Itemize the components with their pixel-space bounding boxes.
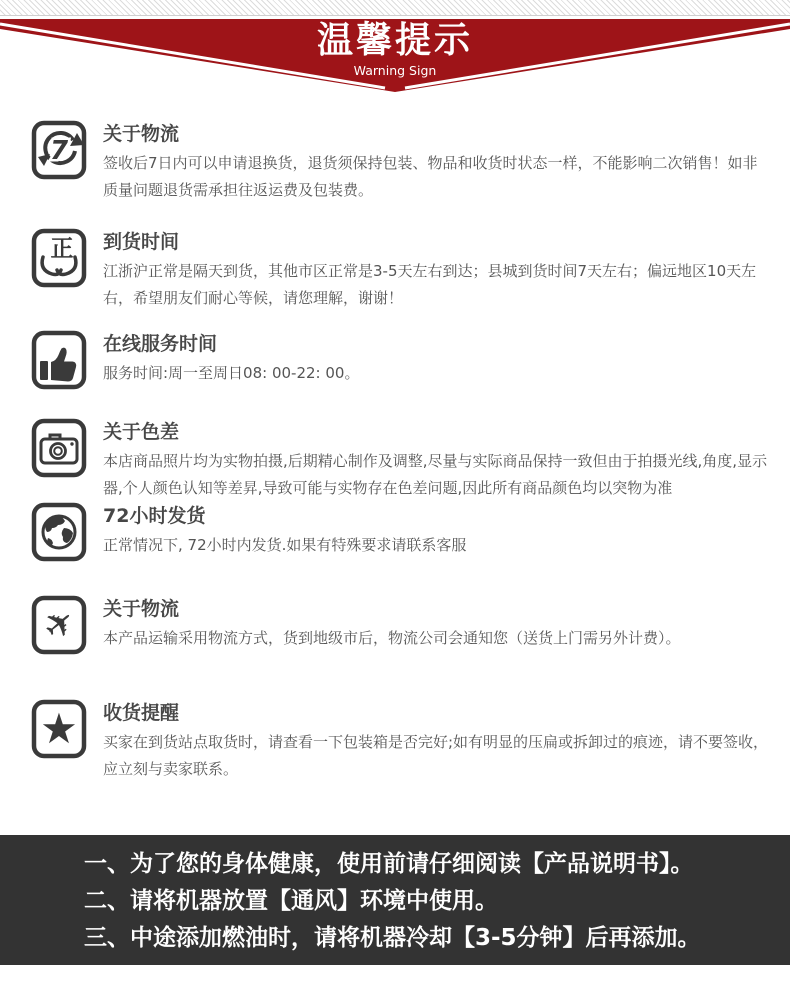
hands-holding-zheng-icon [31, 228, 87, 288]
section-freight-logistics [31, 595, 772, 655]
safety-instructions-panel [0, 835, 790, 965]
instruction-line: 一、为了您的身体健康，使用前请仔细阅读【产品说明书】。 [84, 851, 694, 877]
section-logistics-return [31, 120, 772, 204]
instruction-line: 二、请将机器放置【通风】环境中使用。 [84, 888, 498, 914]
camera-icon [31, 418, 87, 478]
airplane-icon [31, 595, 87, 655]
notice-sections [0, 120, 790, 783]
section-title: 收货提醒 [103, 702, 180, 724]
section-title: 关于色差 [103, 421, 180, 443]
seven-day-return-icon [31, 120, 87, 180]
banner-subtitle: Warning Sign [353, 63, 437, 78]
section-72h-shipping [31, 502, 772, 562]
section-online-service [31, 330, 772, 390]
section-title: 到货时间 [103, 231, 180, 253]
banner-title: 温馨提示 [316, 20, 473, 61]
section-body: 签收后7日内可以申请退换货，退货须保持包装、物品和收货时状态一样，不能影响二次销售！如非质量问题退货需承担往返运费及包装费。 [103, 154, 758, 199]
section-body: 本产品运输采用物流方式，货到地级市后，物流公司会通知您（送货上门需另外计费）。 [103, 629, 681, 647]
section-title: 在线服务时间 [103, 333, 218, 355]
instruction-line: 三、中途添加燃油时，请将机器冷却【3-5分钟】后再添加。 [84, 925, 701, 951]
star-icon [31, 699, 87, 759]
section-arrival-time [31, 228, 772, 312]
section-body: 江浙沪正常是隔天到货，其他市区正常是3-5天左右到达；县城到货时间7天左右；偏远地区10天左右，希望朋友们耐心等候，请您理解，谢谢！ [103, 262, 757, 307]
section-body: 正常情况下, 72小时内发货.如果有特殊要求请联系客服 [103, 536, 467, 554]
section-body: 本店商品照片均为实物拍摄,后期精心制作及调整,尽量与实际商品保持一致但由于拍摄光线,角度,显示器,个人颜色认知等差昇,导致可能与实物存在色差问题,因此所有商品颜色均以突物为准 [103, 452, 768, 497]
svg-text:7: 7 [49, 136, 69, 166]
section-title: 关于物流 [103, 123, 180, 145]
warning-banner [0, 16, 790, 96]
svg-text:★: ★ [40, 704, 78, 753]
section-body: 服务时间:周一至周日08: 00-22: 00。 [103, 364, 360, 382]
section-receipt-reminder [31, 699, 772, 783]
svg-text:✈: ✈ [35, 599, 85, 651]
thumbs-up-icon [31, 330, 87, 390]
section-body: 买家在到货站点取货时，请查看一下包装箱是否完好;如有明显的压扁或拆卸过的痕迹，请不要签收，应立刻与卖家联系。 [103, 733, 769, 778]
section-title: 72小时发货 [103, 505, 206, 527]
hatched-top-band [0, 0, 790, 16]
globe-icon [31, 502, 87, 562]
svg-text:正: 正 [50, 236, 74, 262]
section-color-difference [31, 418, 772, 502]
section-title: 关于物流 [103, 598, 180, 620]
